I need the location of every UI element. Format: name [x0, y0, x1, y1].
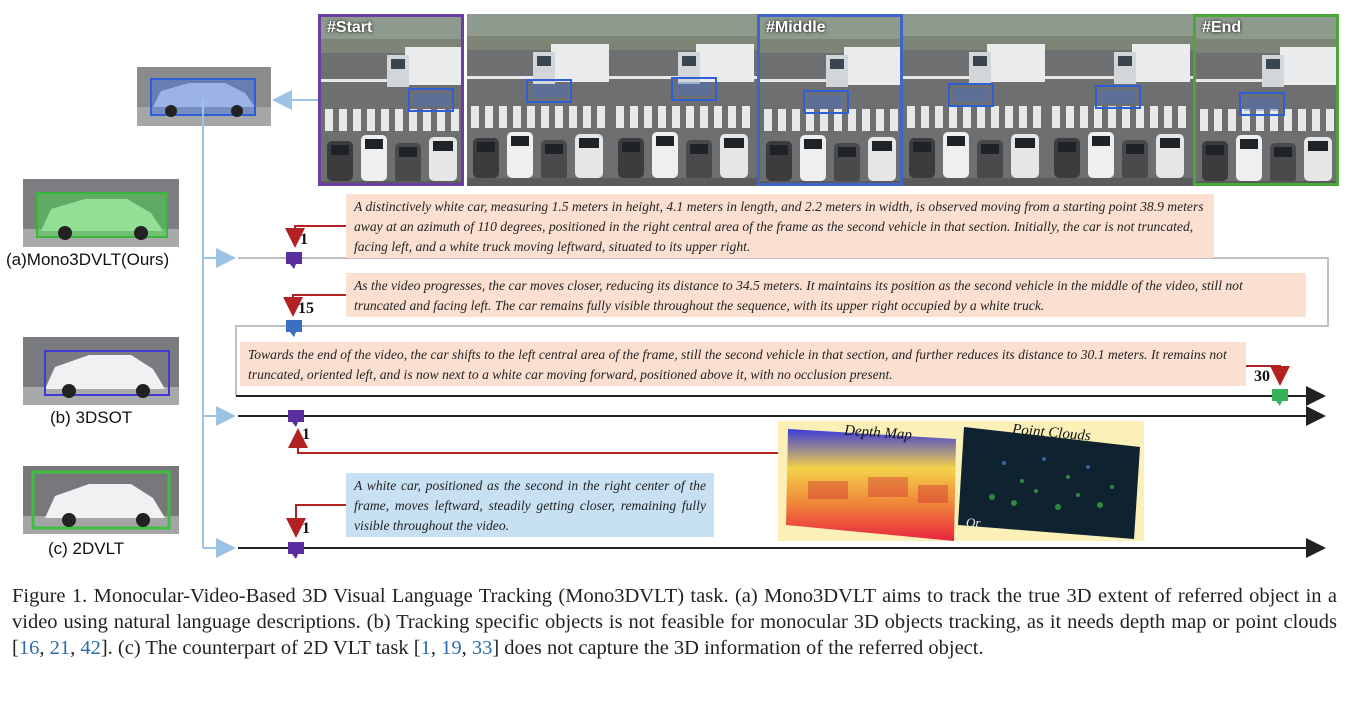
citation-19[interactable]: 19 [441, 637, 462, 659]
marker-2dvlt-1 [288, 542, 304, 559]
citation-42[interactable]: 42 [80, 637, 101, 659]
caption-sep-1: , [39, 637, 50, 659]
caption-text-1: Figure 1. Monocular-Video-Based 3D Visual Language Tracking (Mono3DVLT) task. (a) Mono3DVLT aims to track the true 3D extent of referred object in a video using natural language descriptions. (b) Tracking specific objects is not feasible for monocular 3D objects tracking, as it needs depth map or point clouds [ [12, 585, 1337, 659]
marker-label-15: 15 [298, 300, 314, 317]
or-label: Or [966, 515, 981, 530]
frame-end-label: #End [1202, 19, 1242, 36]
marker-label-30: 30 [1254, 368, 1270, 385]
row-label-3dsot: (b) 3DSOT [50, 408, 133, 427]
marker-label-1: 1 [300, 231, 308, 248]
row-label-mono3dvlt: (a)Mono3DVLT(Ours) [6, 250, 170, 269]
citation-1[interactable]: 1 [420, 637, 431, 659]
figure-caption [12, 583, 1337, 661]
citation-21[interactable]: 21 [49, 637, 71, 659]
point-clouds-title: Point Clouds [1011, 421, 1092, 445]
marker-frame-1 [286, 252, 302, 269]
description-2dvlt: A white car, positioned as the second in the right center of the frame, moves leftward, steadily getting closer, remaining fully visible throughout the video. [346, 473, 714, 537]
depth-map-title: Depth Map [843, 422, 913, 444]
citation-33[interactable]: 33 [471, 637, 493, 659]
depth-pointcloud-panel [778, 421, 1144, 541]
citation-16[interactable]: 16 [18, 637, 40, 659]
description-frame-1: A distinctively white car, measuring 1.5 meters in height, 4.1 meters in length, and 2.2 meters in width, is observed moving from a starting point 38.9 meters away at an azimuth of 110 degrees, positioned in the right central area of the frame as the second vehicle in that section. Initially, the car is not truncated, facing left, and a white truck moving leftward, situated to its upper right. [346, 194, 1214, 258]
caption-text-3: ] does not capture the 3D information of the referred object. [492, 637, 984, 659]
marker-label-sot-1: 1 [302, 426, 310, 443]
caption-text-2: ]. (c) The counterpart of 2D VLT task [ [100, 637, 421, 659]
frame-start-label: #Start [327, 19, 373, 36]
row-label-2dvlt: (c) 2DVLT [48, 539, 125, 558]
frame-middle-label: #Middle [766, 19, 826, 36]
marker-frame-30 [1272, 389, 1288, 406]
caption-sep-4: , [461, 637, 472, 659]
caption-sep-3: , [430, 637, 442, 659]
marker-label-vlt-1: 1 [302, 520, 310, 537]
marker-frame-15 [286, 320, 302, 337]
description-frame-15: As the video progresses, the car moves closer, reducing its distance to 34.5 meters. It maintains its position as the second vehicle in the middle of the video, still not truncated and facing left. The car remains fully visible throughout the sequence, with its upper right occupied by a white truck. [346, 273, 1306, 317]
caption-sep-2: , [70, 637, 81, 659]
marker-3dsot-1 [288, 410, 304, 427]
description-frame-30: Towards the end of the video, the car shifts to the left central area of the frame, still the second vehicle in that section, and further reduces its distance to 30.1 meters. It remains not truncated, oriented left, and is now next to a white car moving forward, positioned above it, with no occlusion present. [240, 342, 1246, 386]
